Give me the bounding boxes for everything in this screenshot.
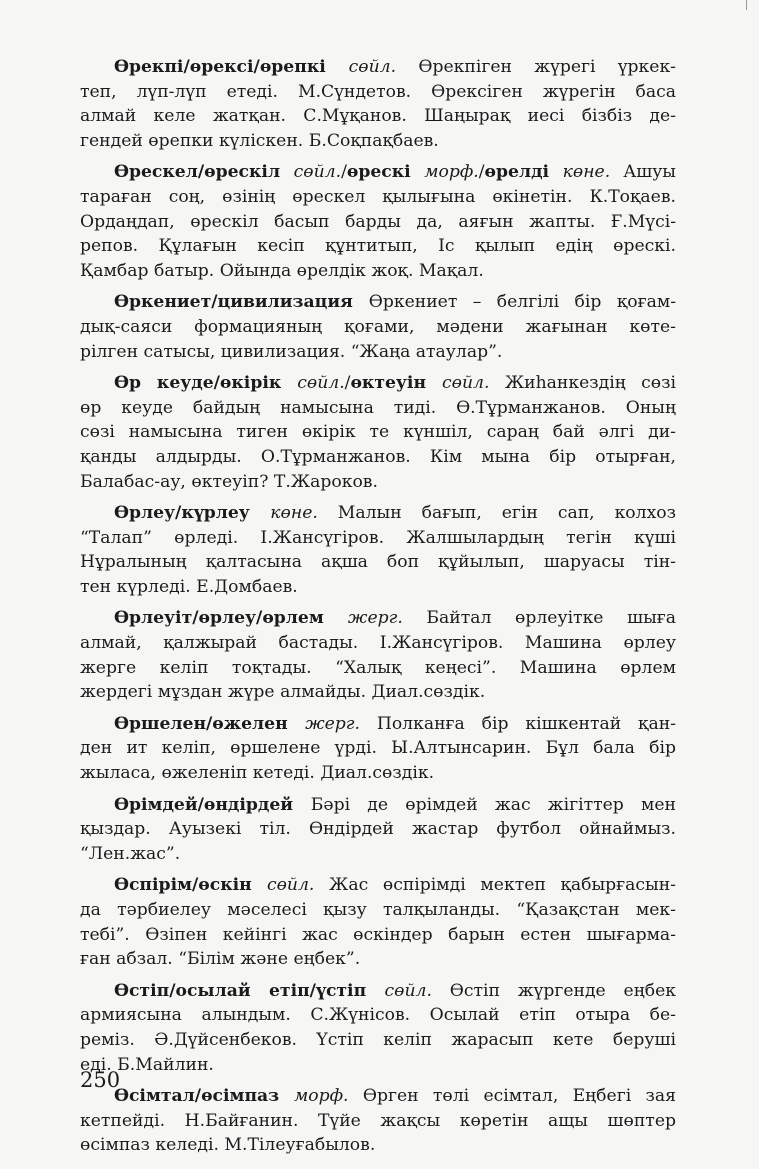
headword: Өстіп/осылай етіп/үстіп: [114, 980, 385, 1001]
usage-label: сөйл.: [384, 980, 432, 1001]
entry-line: [80, 842, 676, 867]
entry-line: [80, 420, 676, 445]
entry-text: тебі”. Өзіпен кейінгі жас өскіндер барын естен шығарма-: [80, 924, 676, 945]
entry-text: Балабас-ау, өктеуіп? Т.Жароков.: [80, 471, 378, 492]
usage-label: морф.: [424, 162, 479, 183]
entry-text: жыласа, өжеленіп кетеді. Диал.сөздік.: [80, 763, 435, 784]
entry-text: Нұралының қалтасына ақша боп құйылып, шаруасы тін-: [80, 552, 676, 573]
entry-line: [80, 470, 676, 495]
entry-text: өсімпаз келеді. М.Тілеуғабылов.: [80, 1135, 376, 1156]
dictionary-entry: [80, 160, 676, 283]
entry-line: [80, 234, 676, 259]
entry-line: [80, 315, 676, 340]
entry-line: [80, 259, 676, 284]
entry-line: [80, 947, 676, 972]
dictionary-entry: [80, 979, 676, 1077]
entry-text: жерге келіп тоқтады. “Халық кеңесі”. Машина өрлем: [80, 657, 676, 678]
dictionary-entry: [80, 873, 676, 971]
entry-text: “Талап” өрледі. І.Жансүгіров. Жалшылардың тегін күші: [80, 527, 676, 548]
entry-line: [80, 793, 676, 818]
dictionary-entry: [80, 501, 676, 599]
entry-text: ған абзал. “Білім және еңбек”.: [80, 949, 361, 970]
entry-text: /: [344, 373, 351, 394]
entry-line: [80, 1053, 676, 1078]
dictionary-entry: [80, 290, 676, 364]
entry-line: [80, 761, 676, 786]
entry-line: [80, 1133, 676, 1158]
headword: Өршелен/өжелен: [114, 713, 306, 734]
entry-text: ден ит келіп, өршелене үрді. Ы.Алтынсарин. Бұл бала бір: [80, 738, 676, 759]
entry-line: [80, 979, 676, 1004]
entry-text: сөзі намысына тиген өкірік те күншіл, сараң бай әлгі ди-: [80, 422, 676, 443]
entry-text: кетпейді. Н.Байғанин. Түйе жақсы көретін ащы шөптер: [80, 1110, 676, 1131]
headword: өрескі: [346, 162, 425, 183]
page-number: 250: [80, 1068, 121, 1092]
entry-text: рілген сатысы, цивилизация. “Жаңа атаулар”.: [80, 341, 503, 362]
entry-text: Қамбар батыр. Ойында өрелдік жоқ. Мақал.: [80, 260, 484, 281]
scan-edge-mark: [746, 0, 747, 10]
entry-text: өр кеуде байдың намысына тиді. Ө.Тұрманжанов. Оның: [80, 397, 676, 418]
entry-text: алмай, қалжырай бастады. І.Жансүгіров. Машина өрлеу: [80, 633, 676, 654]
entry-text: еді. Б.Майлин.: [80, 1054, 214, 1075]
entry-line: [80, 898, 676, 923]
entry-text: гендей өрепки күліскен. Б.Соқпақбаев.: [80, 130, 439, 151]
usage-label: сөйл.: [293, 162, 342, 183]
entry-text: қыздар. Ауызекі тіл. Өндірдей жастар футбол ойнаймыз.: [80, 819, 676, 840]
entry-text: Байтал өрлеуітке шыға: [402, 608, 676, 629]
headword: Өсімтал/өсімпаз: [114, 1086, 294, 1107]
entry-text: Өстіп жүргенде еңбек: [431, 980, 676, 1001]
dictionary-entry: [80, 55, 676, 153]
dictionary-page: [80, 55, 676, 1165]
headword: Өрлеуіт/өрлеу/өрлем: [114, 608, 348, 629]
entry-line: [80, 396, 676, 421]
entry-text: Ашуы: [610, 162, 676, 183]
entry-text: Малын бағып, егін сап, колхоз: [317, 503, 676, 524]
entry-text: Бәрі де өрімдей жас жігіттер мен: [310, 794, 676, 815]
entry-line: [80, 160, 676, 185]
entry-line: [80, 1084, 676, 1109]
dictionary-entry: [80, 1084, 676, 1158]
entry-text: “Лен.жас”.: [80, 843, 181, 864]
headword: өктеуін: [350, 373, 442, 394]
usage-label: сөйл.: [266, 875, 315, 896]
entry-line: [80, 501, 676, 526]
entry-line: [80, 923, 676, 948]
entry-text: Өркениет – белгілі бір қоғам-: [368, 292, 677, 313]
entry-text: Полканға бір кішкентай қан-: [359, 713, 676, 734]
entry-text: тен күрледі. Е.Домбаев.: [80, 576, 298, 597]
usage-label: жерг.: [347, 608, 403, 629]
entry-line: [80, 1028, 676, 1053]
entry-line: [80, 526, 676, 551]
entry-text: Өрекпіген жүрегі үркек-: [396, 57, 676, 77]
headword: Өркениет/цивилизация: [114, 292, 369, 313]
entry-line: [80, 712, 676, 737]
entry-text: дық-саяси формацияның қоғами, мәдени жағынан көте-: [80, 316, 676, 337]
headword: Өрлеу/күрлеу: [114, 503, 271, 524]
entry-line: [80, 631, 676, 656]
entry-line: [80, 445, 676, 470]
entry-text: реміз. Ә.Дүйсенбеков. Үстіп келіп жарасып кете беруші: [80, 1029, 676, 1050]
entry-text: репов. Құлағын кесіп құнтитып, Іс қылып едің өрескі.: [80, 236, 676, 257]
entry-line: [80, 817, 676, 842]
dictionary-entry: [80, 712, 676, 786]
usage-label: морф.: [294, 1086, 349, 1107]
usage-label: көне.: [270, 503, 318, 524]
headword: Өспірім/өскін: [114, 875, 267, 896]
usage-label: көне.: [562, 162, 611, 183]
entry-text: армиясына алындым. С.Жүнісов. Осылай етіп отыра бе-: [80, 1005, 676, 1026]
entry-line: [80, 371, 676, 396]
usage-label: сөйл.: [297, 373, 345, 394]
entry-line: [80, 80, 676, 105]
entry-text: қанды алдырды. О.Тұрманжанов. Кім мына бір отырған,: [80, 446, 676, 467]
entry-line: [80, 575, 676, 600]
entry-text: алмай келе жатқан. С.Мұқанов. Шаңырақ иесі бізбіз де-: [80, 106, 676, 127]
entry-line: [80, 185, 676, 210]
usage-label: сөйл.: [441, 373, 490, 394]
entry-line: [80, 290, 676, 315]
headword: өрелді: [484, 162, 563, 183]
entry-line: [80, 210, 676, 235]
entry-text: /: [478, 162, 485, 183]
entry-text: теп, лүп-лүп етеді. М.Сүндетов. Өрексіген жүрегін баса: [80, 81, 676, 102]
entry-text: /: [341, 162, 347, 183]
entry-line: [80, 680, 676, 705]
entry-text: Жас өспірімді мектеп қабырғасын-: [314, 875, 676, 896]
entry-line: [80, 736, 676, 761]
entry-text: Өрген төлі есімтал, Еңбегі зая: [348, 1086, 676, 1107]
headword: Өрекпі/өрексі/өрепкі: [114, 57, 349, 77]
entry-line: [80, 340, 676, 365]
entry-text: жердегі мұздан жүре алмайды. Диал.сөздік.: [80, 682, 486, 703]
entry-line: [80, 606, 676, 631]
dictionary-entry: [80, 793, 676, 867]
entry-text: тараған соң, өзінің өрескел қылығына өкінетін. К.Тоқаев.: [80, 186, 676, 207]
entry-line: [80, 104, 676, 129]
usage-label: сөйл.: [348, 57, 397, 77]
entry-text: Жиһанкездің сөзі: [489, 373, 676, 394]
headword: Өрімдей/өндірдей: [114, 794, 311, 815]
entry-line: [80, 1109, 676, 1134]
entry-line: [80, 55, 676, 80]
headword: Өрескел/өрескіл: [114, 162, 294, 183]
usage-label: жерг.: [305, 713, 360, 734]
entry-line: [80, 656, 676, 681]
entry-line: [80, 550, 676, 575]
entry-text: да тәрбиелеу мәселесі қызу талқыланды. “Қазақстан мек-: [80, 900, 676, 920]
dictionary-entry: [80, 606, 676, 704]
dictionary-entry: [80, 371, 676, 494]
entry-line: [80, 129, 676, 154]
entry-line: [80, 1003, 676, 1028]
headword: Өр кеуде/өкірік: [114, 373, 298, 394]
entry-text: Ордаңдап, өрескіл басып барды да, аяғын жапты. Ғ.Мүсі-: [80, 211, 676, 232]
entry-line: [80, 873, 676, 898]
